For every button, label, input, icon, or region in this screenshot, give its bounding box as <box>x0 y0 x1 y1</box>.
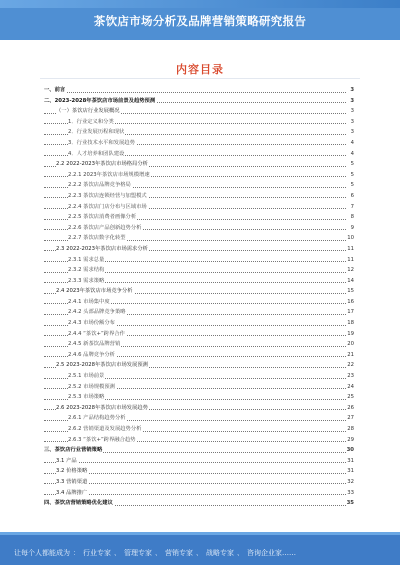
toc-entry-page: 24 <box>346 382 354 393</box>
toc-entry-page: 3 <box>349 96 354 107</box>
toc-entry[interactable] <box>44 466 354 477</box>
toc-entry[interactable] <box>44 371 354 382</box>
toc-entry-label: 2.5.1 市场前景 <box>68 371 105 382</box>
toc-entry-page: 8 <box>350 212 354 223</box>
toc-entry-page: 5 <box>350 159 354 170</box>
toc-entry[interactable] <box>44 180 354 191</box>
toc-entry-page: 30 <box>346 445 354 456</box>
footer-accent-stripe <box>0 532 400 535</box>
toc-entry-label: 一、前言 <box>44 85 66 96</box>
footer-role: 行业专家 <box>83 549 111 557</box>
toc-dot-leader <box>44 483 346 484</box>
toc-entry-page: 31 <box>346 466 354 477</box>
toc-entry-label: 2.3 2022-2023年茶饮店市场需求分析 <box>56 244 149 255</box>
toc-entry-label: 2.5 2023-2028年茶饮店市场发展预测 <box>56 360 149 371</box>
toc-entry[interactable] <box>44 85 354 96</box>
toc-entry-page: 4 <box>350 149 354 160</box>
toc-entry[interactable] <box>44 212 354 223</box>
report-header-banner <box>0 0 400 40</box>
toc-entry[interactable] <box>44 318 354 329</box>
toc-entry-label: 2.2.6 茶饮店产品创新趋势分析 <box>68 223 142 234</box>
toc-entry-page: 21 <box>346 350 354 361</box>
toc-entry-page: 33 <box>346 488 354 499</box>
toc-entry-page: 3 <box>350 127 354 138</box>
toc-entry-label: 3．行业技术水平和发展趋势 <box>68 138 136 149</box>
toc-entry[interactable] <box>44 255 354 266</box>
toc-entry[interactable] <box>44 435 354 446</box>
toc-entry[interactable] <box>44 138 354 149</box>
toc-entry-page: 11 <box>346 244 354 255</box>
toc-entry-label: 4．人才培养和团队建设 <box>68 149 125 160</box>
toc-entry-page: 16 <box>346 297 354 308</box>
toc-entry-label: 2.4.3 市场份额分布 <box>68 318 116 329</box>
toc-entry[interactable] <box>44 106 354 117</box>
toc-entry-label: 2.4.2 头部品牌竞争策略 <box>68 307 127 318</box>
toc-entry-page: 5 <box>350 180 354 191</box>
toc-entry-label: 2.2.7 茶饮店数字化转型 <box>68 233 127 244</box>
table-of-contents <box>44 85 354 509</box>
toc-entry-page: 20 <box>346 339 354 350</box>
toc-entry-label: 2．行业发展历程和现状 <box>68 127 125 138</box>
toc-entry[interactable] <box>44 297 354 308</box>
toc-entry-label: 2.2.4 茶饮店门店分布与区域市场 <box>68 202 148 213</box>
toc-entry-label: 2.4.1 市场集中度 <box>68 297 111 308</box>
toc-heading: 内容目录 <box>176 63 224 76</box>
toc-entry[interactable] <box>44 149 354 160</box>
toc-entry-page: 3 <box>350 117 354 128</box>
toc-dot-leader <box>44 494 346 495</box>
toc-entry-label: 3.3 营销渠道 <box>56 477 88 488</box>
footer-band <box>0 532 400 565</box>
toc-entry[interactable] <box>44 233 354 244</box>
toc-entry-label: 3.4 品牌推广 <box>56 488 88 499</box>
toc-entry-page: 29 <box>346 435 354 446</box>
toc-entry-page: 27 <box>346 413 354 424</box>
toc-entry-label: 2.3.3 需求策略 <box>68 276 105 287</box>
toc-entry[interactable] <box>44 456 354 467</box>
toc-entry-label: 2.4.4 “茶饮+”跨界合作 <box>68 329 126 340</box>
toc-entry-page: 7 <box>350 202 354 213</box>
toc-entry[interactable] <box>44 286 354 297</box>
toc-entry-page: 32 <box>346 477 354 488</box>
toc-entry-label: 1．行业定义和分类 <box>68 117 115 128</box>
toc-entry-page: 3 <box>349 85 354 96</box>
toc-entry[interactable] <box>44 477 354 488</box>
toc-entry-label: 2.5.2 市场规模预测 <box>68 382 116 393</box>
toc-entry-label: 2.4.6 品牌竞争分析 <box>68 350 116 361</box>
toc-entry[interactable] <box>44 202 354 213</box>
toc-entry-page: 25 <box>346 392 354 403</box>
toc-entry[interactable] <box>44 244 354 255</box>
toc-entry[interactable] <box>44 191 354 202</box>
toc-entry[interactable] <box>44 392 354 403</box>
toc-entry-page: 31 <box>346 456 354 467</box>
toc-dot-leader <box>44 92 346 93</box>
toc-entry-label: 四、茶饮店营销策略优化建议 <box>44 498 114 509</box>
toc-entry-page: 6 <box>350 191 354 202</box>
toc-entry-label: 3.2 价格策略 <box>56 466 88 477</box>
toc-entry[interactable] <box>44 265 354 276</box>
toc-entry[interactable] <box>44 339 354 350</box>
toc-entry-label: 2.3.2 需求结构 <box>68 265 105 276</box>
toc-entry-label: 2.5.3 市场策略 <box>68 392 105 403</box>
footer-role: 战略专家 <box>206 549 234 557</box>
toc-entry-label: 3.1 产品 <box>56 456 78 467</box>
footer-slogan-lead: 让每个人都能成为 <box>14 549 70 557</box>
toc-entry-label: 2.6.1 产品结构趋势分析 <box>68 413 127 424</box>
toc-dot-leader <box>44 473 346 474</box>
toc-entry-page: 14 <box>346 276 354 287</box>
toc-entry[interactable] <box>44 307 354 318</box>
footer-role: 营销专家 <box>165 549 193 557</box>
toc-entry-label: 2.2.3 茶饮店连锁经营与加盟模式 <box>68 191 148 202</box>
toc-entry[interactable] <box>44 127 354 138</box>
toc-entry[interactable] <box>44 382 354 393</box>
toc-entry-page: 26 <box>346 403 354 414</box>
toc-entry-label: 2.6.2 营销渠道及发展趋势分析 <box>68 424 142 435</box>
toc-entry[interactable] <box>44 170 354 181</box>
toc-entry-label: 2.6.3 “茶饮+”跨界融合趋势 <box>68 435 136 446</box>
toc-entry[interactable] <box>44 117 354 128</box>
toc-entry-page: 11 <box>346 255 354 266</box>
toc-entry-page: 35 <box>346 498 354 509</box>
toc-entry-label: 2.2.5 茶饮店消费者画像分析 <box>68 212 137 223</box>
toc-entry-label: 2.3.1 需求总量 <box>68 255 105 266</box>
toc-entry[interactable] <box>44 360 354 371</box>
toc-entry-label: 三、茶饮店行业营销策略 <box>44 445 103 456</box>
toc-entry[interactable] <box>44 159 354 170</box>
toc-entry-label: 2.2.2 茶饮店品牌竞争格局 <box>68 180 132 191</box>
toc-entry[interactable] <box>44 96 354 107</box>
toc-entry[interactable] <box>44 223 354 234</box>
toc-entry[interactable] <box>44 403 354 414</box>
toc-entry-label: 2.4.5 新茶饮品牌营销 <box>68 339 121 350</box>
toc-entry-page: 10 <box>346 233 354 244</box>
toc-entry-label: 二、2023-2028年茶饮店市场前景及趋势预测 <box>44 96 156 107</box>
report-title: 茶饮店市场分析及品牌营销策略研究报告 <box>93 14 307 28</box>
toc-entry[interactable] <box>44 276 354 287</box>
toc-entry-page: 15 <box>346 286 354 297</box>
toc-entry-page: 9 <box>350 223 354 234</box>
toc-entry[interactable] <box>44 445 354 456</box>
toc-entry-page: 22 <box>346 360 354 371</box>
toc-entry-label: 2.4 2023年茶饮店市场竞争分析 <box>56 286 134 297</box>
toc-entry-label: （一）茶饮店行业发展概况 <box>56 106 121 117</box>
toc-entry[interactable] <box>44 350 354 361</box>
toc-entry[interactable] <box>44 424 354 435</box>
toc-entry-page: 23 <box>346 371 354 382</box>
toc-entry-page: 5 <box>350 170 354 181</box>
toc-entry-page: 28 <box>346 424 354 435</box>
footer-role: 咨询企业家…… <box>247 549 296 557</box>
toc-entry-label: 2.2.1 2023年茶饮店市场规模增速 <box>68 170 151 181</box>
toc-entry[interactable] <box>44 488 354 499</box>
footer-roles: 行业专家 、 管理专家 、 营销专家 、 战略专家 、 咨询企业家…… <box>83 549 296 557</box>
footer-slogan: 让每个人都能成为 ： 行业专家 、 管理专家 、 营销专家 、 战略专家 、 咨询企业家…… <box>14 549 296 557</box>
toc-entry-page: 17 <box>346 307 354 318</box>
header-accent-stripe <box>0 0 400 8</box>
toc-entry-page: 4 <box>350 138 354 149</box>
toc-entry-page: 19 <box>346 329 354 340</box>
toc-entry-page: 3 <box>350 106 354 117</box>
toc-entry[interactable] <box>44 498 354 509</box>
toc-heading-divider <box>40 78 360 79</box>
toc-entry-page: 18 <box>346 318 354 329</box>
toc-entry-page: 12 <box>346 265 354 276</box>
toc-entry[interactable] <box>44 413 354 424</box>
toc-entry-label: 2.2 2022-2023年茶饮店市场格局分析 <box>56 159 149 170</box>
toc-entry-label: 2.6 2023-2028年茶饮店市场发展趋势 <box>56 403 149 414</box>
toc-entry[interactable] <box>44 329 354 340</box>
footer-role: 管理专家 <box>124 549 152 557</box>
toc-dot-leader <box>44 462 346 463</box>
